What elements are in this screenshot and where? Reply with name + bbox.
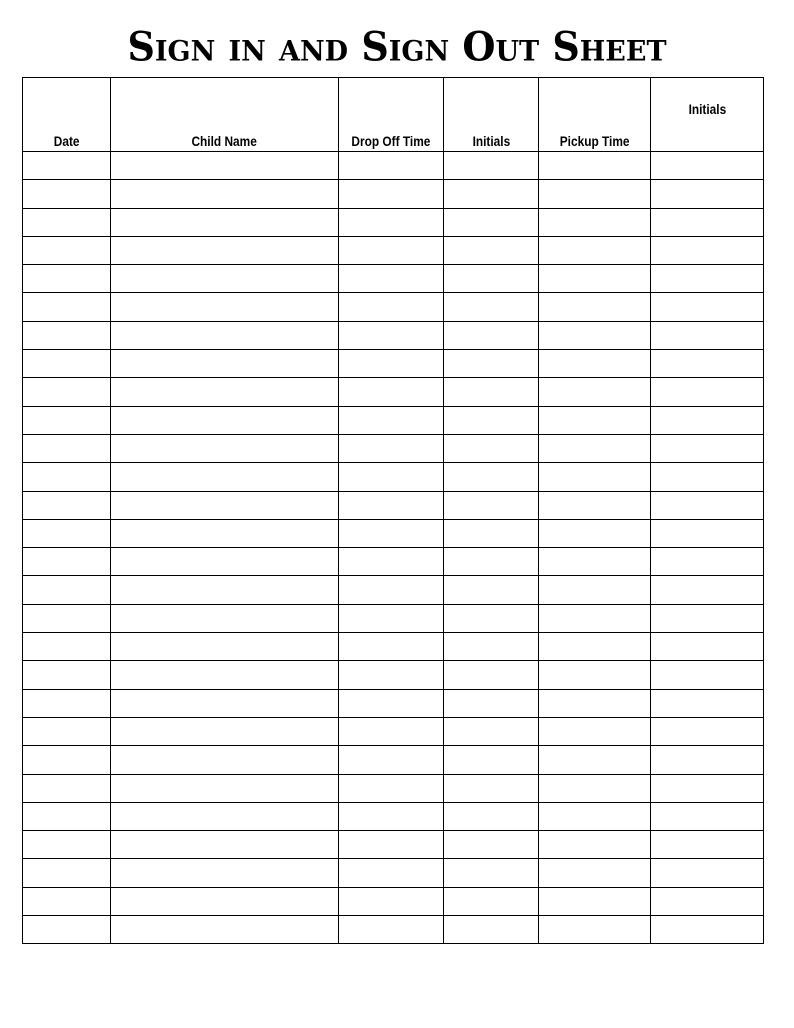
pickup-initials-cell: [651, 491, 764, 519]
child-name-cell: [111, 717, 339, 745]
table-row: [23, 802, 764, 830]
drop-off-initials-cell: [444, 576, 539, 604]
pickup-initials-cell: [651, 887, 764, 915]
child-name-cell: [111, 831, 339, 859]
column-header-date: Date: [23, 78, 111, 152]
pickup-time-cell: [539, 519, 651, 547]
column-header-drop-off-time: Drop Off Time: [339, 78, 444, 152]
pickup-initials-cell: [651, 152, 764, 180]
date-cell: [23, 406, 111, 434]
drop-off-initials-cell: [444, 350, 539, 378]
table-row: [23, 434, 764, 462]
child-name-cell: [111, 576, 339, 604]
sheet-title: Sign in and Sign Out Sheet: [127, 22, 667, 71]
pickup-initials-cell: [651, 236, 764, 264]
date-cell: [23, 604, 111, 632]
child-name-cell: [111, 321, 339, 349]
column-header-initials-drop-off: Initials: [444, 78, 539, 152]
column-header-child-name: Child Name: [111, 78, 339, 152]
child-name-cell: [111, 916, 339, 944]
child-name-cell: [111, 208, 339, 236]
date-cell: [23, 152, 111, 180]
drop-off-time-cell: [339, 831, 444, 859]
child-name-cell: [111, 746, 339, 774]
pickup-time-cell: [539, 378, 651, 406]
pickup-time-cell: [539, 689, 651, 717]
pickup-initials-cell: [651, 208, 764, 236]
date-cell: [23, 293, 111, 321]
child-name-cell: [111, 859, 339, 887]
drop-off-initials-cell: [444, 293, 539, 321]
pickup-initials-cell: [651, 434, 764, 462]
drop-off-initials-cell: [444, 152, 539, 180]
child-name-cell: [111, 293, 339, 321]
pickup-time-cell: [539, 434, 651, 462]
table-row: [23, 463, 764, 491]
pickup-initials-cell: [651, 463, 764, 491]
pickup-initials-cell: [651, 604, 764, 632]
pickup-initials-cell: [651, 265, 764, 293]
pickup-time-cell: [539, 293, 651, 321]
header-row: [23, 78, 764, 152]
child-name-cell: [111, 887, 339, 915]
child-name-cell: [111, 604, 339, 632]
pickup-time-cell: [539, 208, 651, 236]
pickup-initials-cell: [651, 519, 764, 547]
table-row: [23, 774, 764, 802]
pickup-time-cell: [539, 576, 651, 604]
pickup-time-cell: [539, 180, 651, 208]
drop-off-time-cell: [339, 576, 444, 604]
pickup-time-cell: [539, 491, 651, 519]
drop-off-initials-cell: [444, 378, 539, 406]
pickup-initials-cell: [651, 661, 764, 689]
table-row: [23, 293, 764, 321]
sign-in-out-table: [22, 77, 764, 944]
pickup-time-cell: [539, 463, 651, 491]
pickup-time-cell: [539, 859, 651, 887]
pickup-time-cell: [539, 236, 651, 264]
child-name-cell: [111, 548, 339, 576]
pickup-initials-cell: [651, 802, 764, 830]
drop-off-initials-cell: [444, 463, 539, 491]
column-header-initials-pickup: Initials: [651, 78, 764, 152]
drop-off-time-cell: [339, 717, 444, 745]
drop-off-initials-cell: [444, 887, 539, 915]
drop-off-time-cell: [339, 604, 444, 632]
table-row: [23, 717, 764, 745]
pickup-initials-cell: [651, 350, 764, 378]
date-cell: [23, 434, 111, 462]
date-cell: [23, 463, 111, 491]
table-row: [23, 321, 764, 349]
drop-off-initials-cell: [444, 916, 539, 944]
drop-off-initials-cell: [444, 236, 539, 264]
child-name-cell: [111, 689, 339, 717]
date-cell: [23, 548, 111, 576]
pickup-time-cell: [539, 548, 651, 576]
pickup-time-cell: [539, 152, 651, 180]
table-row: [23, 887, 764, 915]
drop-off-time-cell: [339, 661, 444, 689]
child-name-cell: [111, 152, 339, 180]
drop-off-initials-cell: [444, 491, 539, 519]
table-row: [23, 604, 764, 632]
drop-off-time-cell: [339, 746, 444, 774]
drop-off-initials-cell: [444, 519, 539, 547]
drop-off-initials-cell: [444, 689, 539, 717]
child-name-cell: [111, 491, 339, 519]
pickup-time-cell: [539, 321, 651, 349]
drop-off-time-cell: [339, 802, 444, 830]
drop-off-time-cell: [339, 859, 444, 887]
table-body: [23, 152, 764, 944]
drop-off-initials-cell: [444, 746, 539, 774]
drop-off-initials-cell: [444, 321, 539, 349]
drop-off-initials-cell: [444, 633, 539, 661]
table-row: [23, 576, 764, 604]
table-row: [23, 180, 764, 208]
pickup-time-cell: [539, 633, 651, 661]
table-row: [23, 916, 764, 944]
drop-off-time-cell: [339, 548, 444, 576]
table-row: [23, 152, 764, 180]
drop-off-time-cell: [339, 689, 444, 717]
date-cell: [23, 774, 111, 802]
drop-off-initials-cell: [444, 265, 539, 293]
pickup-initials-cell: [651, 180, 764, 208]
drop-off-time-cell: [339, 265, 444, 293]
date-cell: [23, 208, 111, 236]
pickup-initials-cell: [651, 916, 764, 944]
pickup-initials-cell: [651, 633, 764, 661]
drop-off-initials-cell: [444, 774, 539, 802]
date-cell: [23, 831, 111, 859]
child-name-cell: [111, 236, 339, 264]
table-row: [23, 661, 764, 689]
child-name-cell: [111, 378, 339, 406]
table-row: [23, 689, 764, 717]
pickup-time-cell: [539, 265, 651, 293]
date-cell: [23, 916, 111, 944]
date-cell: [23, 350, 111, 378]
column-header-pickup-time: Pickup Time: [539, 78, 651, 152]
drop-off-time-cell: [339, 180, 444, 208]
drop-off-time-cell: [339, 774, 444, 802]
table-row: [23, 519, 764, 547]
pickup-time-cell: [539, 916, 651, 944]
child-name-cell: [111, 406, 339, 434]
drop-off-time-cell: [339, 208, 444, 236]
table-row: [23, 236, 764, 264]
drop-off-time-cell: [339, 519, 444, 547]
date-cell: [23, 576, 111, 604]
table-row: [23, 378, 764, 406]
table-row: [23, 633, 764, 661]
table-row: [23, 208, 764, 236]
table-row: [23, 746, 764, 774]
pickup-time-cell: [539, 774, 651, 802]
pickup-initials-cell: [651, 406, 764, 434]
drop-off-time-cell: [339, 350, 444, 378]
drop-off-time-cell: [339, 434, 444, 462]
child-name-cell: [111, 633, 339, 661]
drop-off-initials-cell: [444, 661, 539, 689]
drop-off-initials-cell: [444, 831, 539, 859]
pickup-initials-cell: [651, 293, 764, 321]
date-cell: [23, 802, 111, 830]
table-row: [23, 350, 764, 378]
date-cell: [23, 519, 111, 547]
child-name-cell: [111, 434, 339, 462]
child-name-cell: [111, 661, 339, 689]
pickup-initials-cell: [651, 859, 764, 887]
pickup-time-cell: [539, 831, 651, 859]
drop-off-initials-cell: [444, 548, 539, 576]
date-cell: [23, 689, 111, 717]
date-cell: [23, 491, 111, 519]
pickup-initials-cell: [651, 746, 764, 774]
date-cell: [23, 265, 111, 293]
pickup-time-cell: [539, 661, 651, 689]
date-cell: [23, 746, 111, 774]
pickup-initials-cell: [651, 548, 764, 576]
drop-off-initials-cell: [444, 717, 539, 745]
child-name-cell: [111, 350, 339, 378]
table-row: [23, 831, 764, 859]
table-row: [23, 859, 764, 887]
drop-off-time-cell: [339, 887, 444, 915]
pickup-time-cell: [539, 887, 651, 915]
table-row: [23, 491, 764, 519]
drop-off-initials-cell: [444, 802, 539, 830]
table-row: [23, 265, 764, 293]
child-name-cell: [111, 180, 339, 208]
date-cell: [23, 321, 111, 349]
drop-off-time-cell: [339, 378, 444, 406]
pickup-initials-cell: [651, 321, 764, 349]
pickup-initials-cell: [651, 378, 764, 406]
pickup-time-cell: [539, 717, 651, 745]
date-cell: [23, 887, 111, 915]
drop-off-time-cell: [339, 236, 444, 264]
pickup-time-cell: [539, 604, 651, 632]
date-cell: [23, 717, 111, 745]
drop-off-time-cell: [339, 321, 444, 349]
pickup-time-cell: [539, 406, 651, 434]
pickup-initials-cell: [651, 831, 764, 859]
date-cell: [23, 236, 111, 264]
date-cell: [23, 859, 111, 887]
drop-off-initials-cell: [444, 208, 539, 236]
drop-off-initials-cell: [444, 604, 539, 632]
child-name-cell: [111, 265, 339, 293]
table-row: [23, 406, 764, 434]
child-name-cell: [111, 802, 339, 830]
date-cell: [23, 633, 111, 661]
table-row: [23, 548, 764, 576]
pickup-initials-cell: [651, 576, 764, 604]
date-cell: [23, 661, 111, 689]
child-name-cell: [111, 463, 339, 491]
drop-off-initials-cell: [444, 406, 539, 434]
pickup-time-cell: [539, 350, 651, 378]
drop-off-time-cell: [339, 406, 444, 434]
child-name-cell: [111, 519, 339, 547]
child-name-cell: [111, 774, 339, 802]
date-cell: [23, 180, 111, 208]
date-cell: [23, 378, 111, 406]
drop-off-time-cell: [339, 633, 444, 661]
drop-off-initials-cell: [444, 180, 539, 208]
pickup-initials-cell: [651, 774, 764, 802]
pickup-initials-cell: [651, 689, 764, 717]
drop-off-time-cell: [339, 491, 444, 519]
drop-off-initials-cell: [444, 859, 539, 887]
pickup-initials-cell: [651, 717, 764, 745]
pickup-time-cell: [539, 746, 651, 774]
drop-off-initials-cell: [444, 434, 539, 462]
pickup-time-cell: [539, 802, 651, 830]
drop-off-time-cell: [339, 463, 444, 491]
drop-off-time-cell: [339, 916, 444, 944]
drop-off-time-cell: [339, 293, 444, 321]
drop-off-time-cell: [339, 152, 444, 180]
